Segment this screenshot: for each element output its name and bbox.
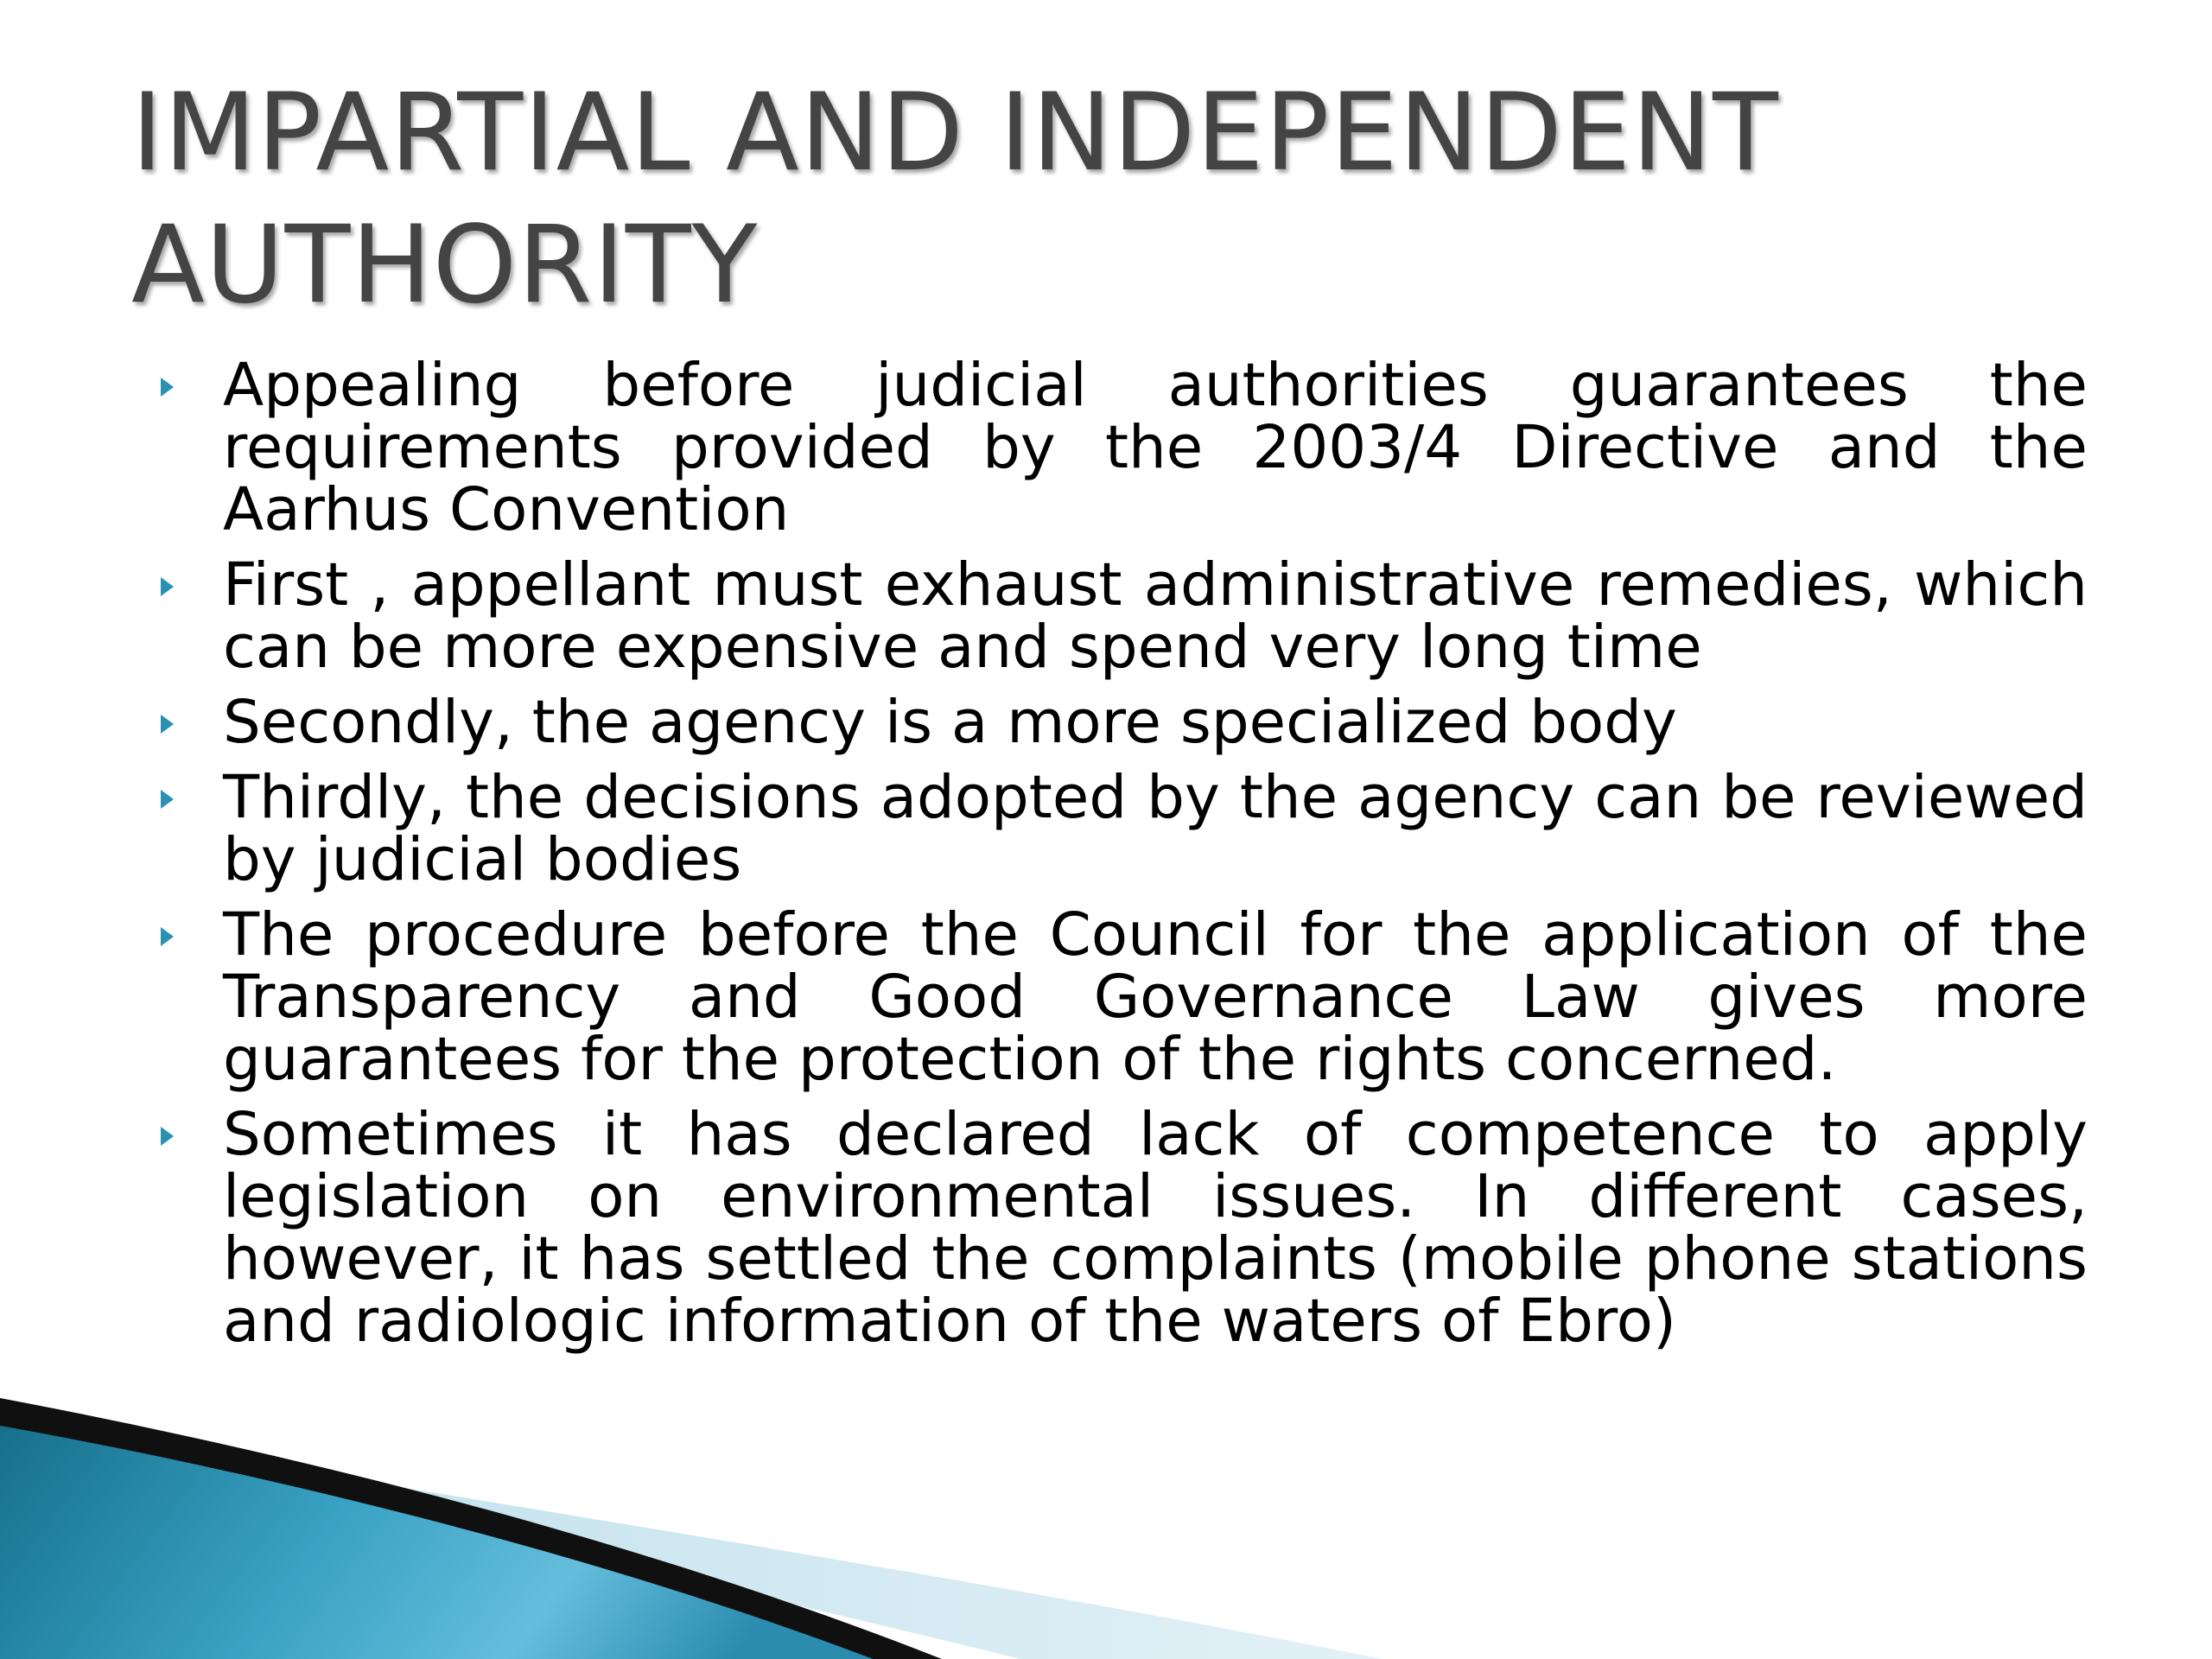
bullet-item [131,688,2088,757]
bullet-item [131,1100,2088,1356]
bullet-item [131,351,2088,544]
bullet-text: First , appellant must exhaust administrative remedies, which can be more expensive and spend very long time [223,550,2088,682]
triangle-bullet-icon [161,790,174,809]
bullet-text: The procedure before the Council for the application of the Transparency and Good Governance Law gives more guarantees for the protection of the rights concerned. [223,900,2088,1094]
triangle-bullet-icon [161,577,174,596]
bullet-item [131,900,2088,1094]
triangle-bullet-icon [161,927,174,946]
bullet-item [131,550,2088,682]
bullet-text: Sometimes it has declared lack of competence to apply legislation on environmental issues. In different cases, however, it has settled the complaints (mobile phone stations and radiologic information of the waters of Ebro) [223,1100,2088,1356]
bullet-text: Thirdly, the decisions adopted by the agency can be reviewed by judicial bodies [223,763,2088,894]
triangle-bullet-icon [161,1127,174,1146]
triangle-bullet-icon [161,378,174,397]
triangle-bullet-icon [161,715,174,734]
bullet-text: Secondly, the agency is a more specialized body [223,688,1677,757]
teal-inner-shape [0,1426,873,1659]
bullet-list [131,351,2088,1365]
bullet-text: Appealing before judicial authorities guarantees the requirements provided by the 2003/4 Directive and the Aarhus Convention [223,351,2088,544]
bullet-item [131,763,2088,894]
slide-title: IMPARTIAL AND INDEPENDENT AUTHORITY [131,71,1779,327]
